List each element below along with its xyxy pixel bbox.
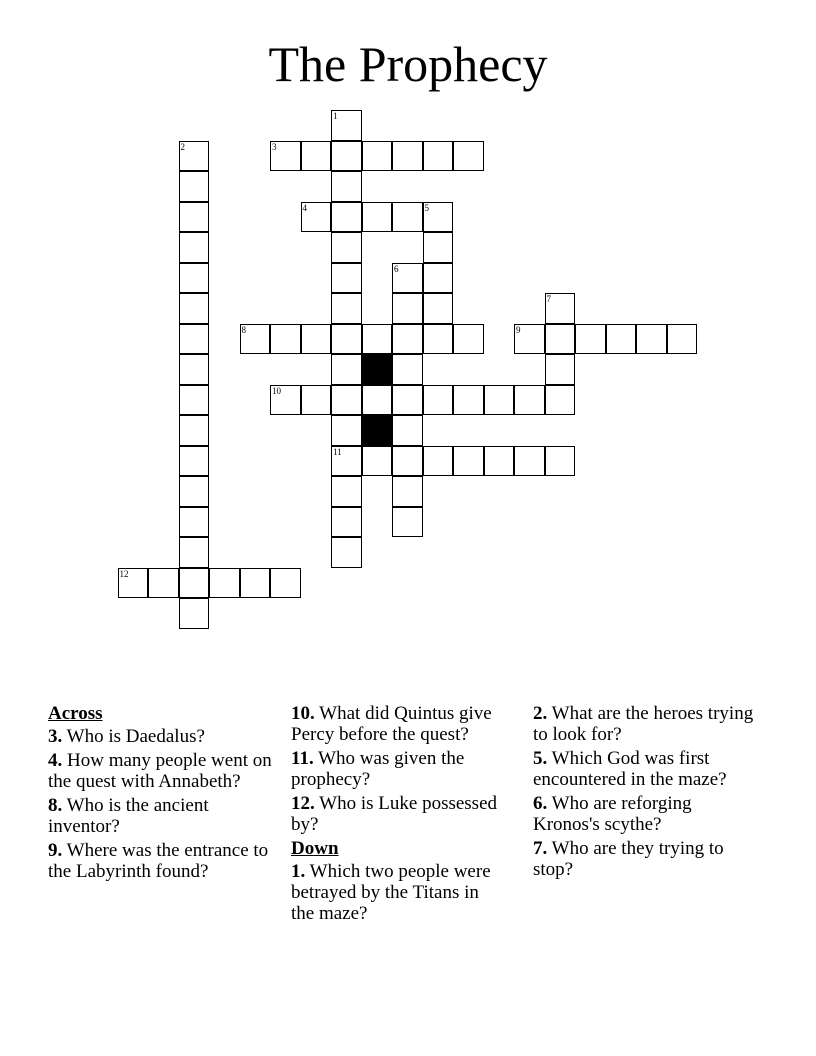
clue-column-2 (291, 703, 506, 927)
grid-cell[interactable] (575, 324, 606, 355)
grid-cell[interactable] (453, 324, 484, 355)
grid-cell[interactable] (545, 324, 576, 355)
clue-across-9: 9. Where was the entrance to the Labyrinth found? (48, 840, 269, 882)
grid-cell[interactable] (179, 415, 210, 446)
grid-cell[interactable] (362, 385, 393, 416)
grid-cell[interactable] (179, 263, 210, 294)
grid-cell[interactable] (423, 232, 454, 263)
grid-cell[interactable] (545, 385, 576, 416)
grid-cell[interactable] (545, 293, 576, 324)
clue-number: 8 (241, 324, 246, 335)
clue-number: 10 (272, 385, 281, 396)
grid-cell[interactable] (240, 568, 271, 599)
clue-number: 1 (333, 111, 338, 121)
grid-cell[interactable] (514, 385, 545, 416)
grid-cell[interactable] (423, 263, 454, 294)
grid-cell[interactable] (392, 476, 423, 507)
grid-cell[interactable] (331, 415, 362, 446)
grid-cell[interactable] (667, 324, 698, 355)
grid-cell[interactable] (179, 537, 210, 568)
grid-cell[interactable] (453, 446, 484, 477)
grid-cell[interactable] (484, 446, 515, 477)
grid-cell[interactable] (301, 385, 332, 416)
grid-cell[interactable] (392, 446, 423, 477)
grid-cell[interactable] (179, 598, 210, 629)
black-square (362, 354, 393, 385)
clue-down-7: 7. Who are they trying to stop? (533, 838, 724, 880)
grid-cell[interactable] (392, 293, 423, 324)
grid-cell[interactable] (179, 354, 210, 385)
grid-cell[interactable] (331, 385, 362, 416)
grid-cell[interactable] (270, 385, 301, 416)
grid-cell[interactable] (606, 324, 637, 355)
grid-cell[interactable] (392, 141, 423, 172)
grid-cell[interactable] (301, 324, 332, 355)
clue-column-3 (533, 703, 763, 883)
clue-number: 2 (180, 141, 185, 152)
grid-cell[interactable] (545, 354, 576, 385)
clue-across-8: 8. Who is the ancient inventor? (48, 795, 209, 837)
down-heading: Down (291, 838, 339, 859)
grid-cell[interactable] (179, 293, 210, 324)
grid-cell[interactable] (331, 446, 362, 477)
grid-cell[interactable] (514, 446, 545, 477)
clue-down-1: 1. Which two people were betrayed by the Titans in the maze? (291, 861, 491, 924)
grid-cell[interactable] (423, 324, 454, 355)
grid-cell[interactable] (179, 385, 210, 416)
grid-cell[interactable] (423, 385, 454, 416)
grid-cell[interactable] (392, 507, 423, 538)
clue-across-4: 4. How many people went on the quest with Annabeth? (48, 750, 272, 792)
grid-cell[interactable] (331, 476, 362, 507)
grid-cell[interactable] (179, 202, 210, 233)
grid-cell[interactable] (484, 385, 515, 416)
clue-down-6: 6. Who are reforging Kronos's scythe? (533, 793, 692, 835)
grid-cell[interactable] (179, 446, 210, 477)
grid-cell[interactable] (392, 354, 423, 385)
clue-number: 7 (546, 294, 551, 304)
grid-cell[interactable] (331, 171, 362, 202)
grid-cell[interactable] (331, 263, 362, 294)
grid-cell[interactable] (331, 293, 362, 324)
clue-across-12: 12. Who is Luke possessed by? (291, 793, 498, 835)
puzzle-title: The Prophecy (268, 36, 548, 92)
clue-number: 3 (272, 141, 277, 152)
grid-cell[interactable] (392, 202, 423, 233)
clue-number: 11 (333, 446, 342, 457)
grid-cell[interactable] (423, 293, 454, 324)
grid-cell[interactable] (453, 385, 484, 416)
grid-cell[interactable] (423, 141, 454, 172)
clue-number: 4 (302, 202, 307, 213)
grid-cell[interactable] (514, 324, 545, 355)
grid-cell[interactable] (362, 202, 393, 233)
grid-cell[interactable] (179, 232, 210, 263)
grid-cell[interactable] (179, 171, 210, 202)
black-square (362, 415, 393, 446)
grid-cell[interactable] (392, 415, 423, 446)
grid-cell[interactable] (392, 263, 423, 294)
clue-number: 9 (516, 324, 521, 335)
grid-cell[interactable] (423, 446, 454, 477)
clue-across-11: 11. Who was given the prophecy? (291, 748, 465, 790)
grid-cell[interactable] (392, 324, 423, 355)
grid-cell[interactable] (453, 141, 484, 172)
grid-cell[interactable] (362, 141, 393, 172)
grid-cell[interactable] (423, 202, 454, 233)
grid-cell[interactable] (179, 507, 210, 538)
clue-down-2: 2. What are the heroes trying to look for? (533, 703, 754, 745)
grid-cell[interactable] (545, 446, 576, 477)
grid-cell[interactable] (331, 537, 362, 568)
grid-cell[interactable] (179, 324, 210, 355)
grid-cell[interactable] (179, 568, 210, 599)
grid-cell[interactable] (636, 324, 667, 355)
grid-cell[interactable] (179, 476, 210, 507)
grid-cell[interactable] (301, 141, 332, 172)
grid-cell[interactable] (331, 232, 362, 263)
clue-number: 5 (424, 202, 429, 213)
grid-cell[interactable] (331, 141, 362, 172)
clue-column-1 (48, 703, 273, 885)
clue-down-5: 5. Which God was first encountered in the maze? (533, 748, 727, 790)
grid-cell[interactable] (301, 202, 332, 233)
grid-cell[interactable] (362, 324, 393, 355)
grid-cell[interactable] (118, 568, 149, 599)
grid-cell[interactable] (240, 324, 271, 355)
clue-across-3: 3. Who is Daedalus? (48, 726, 205, 747)
grid-cell[interactable] (331, 110, 362, 141)
clue-across-10: 10. What did Quintus give Percy before the quest? (291, 703, 492, 745)
grid-cell[interactable] (331, 324, 362, 355)
grid-cell[interactable] (209, 568, 240, 599)
grid-cell[interactable] (392, 385, 423, 416)
grid-cell[interactable] (362, 446, 393, 477)
across-heading: Across (48, 703, 103, 724)
grid-cell[interactable] (179, 141, 210, 172)
grid-cell[interactable] (331, 202, 362, 233)
grid-cell[interactable] (331, 507, 362, 538)
clue-number: 12 (119, 568, 129, 579)
grid-cell[interactable] (270, 568, 301, 599)
grid-cell[interactable] (148, 568, 179, 599)
grid-cell[interactable] (270, 324, 301, 355)
clue-number: 6 (394, 263, 399, 274)
grid-cell[interactable] (331, 354, 362, 385)
grid-cell[interactable] (270, 141, 301, 172)
